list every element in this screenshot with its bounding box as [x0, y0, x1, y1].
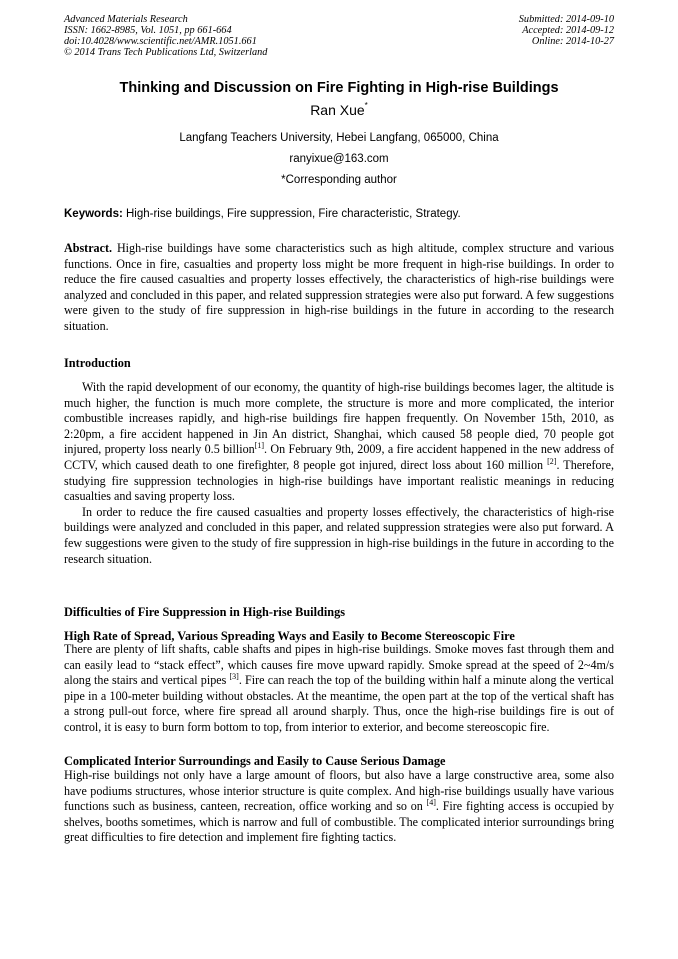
spread-text-a: There are plenty of lift shafts, cable shafts and pipes in high-rise buildings. Smoke moves fast through them and can easily lead to “stack effect”, which causes fire move upward rapidly. Smoke spread at the speed of 2~4m/s along the stairs and vertical pipes: [64, 642, 614, 688]
subsection-heading-spread: High Rate of Spread, Various Spreading Ways and Easily to Become Stereoscopic Fire: [64, 629, 515, 643]
accepted-date: Accepted: 2014-09-12: [522, 25, 614, 36]
paper-title: Thinking and Discussion on Fire Fighting in High-rise Buildings: [119, 80, 559, 96]
intro-text-1b: . On February 9th, 2009, a fire accident happened in the new address of CCTV, which caused death to one firefighter, 8 people got injured, direct loss about 160 million: [64, 442, 614, 472]
keywords-text: High-rise buildings, Fire suppression, Fire characteristic, Strategy.: [126, 208, 461, 220]
author-line: [0, 101, 678, 118]
author-email: ranyixue@163.com: [289, 153, 389, 165]
spread-body: [64, 642, 614, 736]
spread-text-b: . Fire can reach the top of the building within half a minute along the vertical pipe in a 100-meter building without obstacles. At the meantime, the open part at the top of the vertical shaft has a strong pull-out force, where fire spread all around sharply. Thus, once the high-rise buildings fire is out of control, it is easy to burn form bottom to top, from interior to exterior, and become stereoscopic fire.: [64, 673, 614, 734]
keywords: [64, 208, 616, 220]
author-name: Ran Xue: [310, 102, 365, 118]
intro-text-1a: With the rapid development of our economy, the quantity of high-rise buildings becomes lager, the altitude is much higher, the function is much more complete, the structure is more and more complicated, the interior combustible increases rapidly, and high-rise buildings fire happen frequently. On November 15th, 2010, as 2:20pm, a fire accident happened in Jin An district, Shanghai, which caused 58 people died, 70 people got injured, property loss nearly 0.5 billion: [64, 380, 614, 457]
surroundings-text-a: High-rise buildings not only have a large amount of floors, but also have a large constructive area, some also have podiums structures, whose interior structure is quite complex. And high-rise buildings usually have various functions such as business, canteen, recreation, office working and so on: [64, 768, 614, 814]
journal-name: Advanced Materials Research: [64, 14, 188, 25]
journal-issn: ISSN: 1662-8985, Vol. 1051, pp 661-664: [64, 25, 232, 36]
introduction-paragraph-2: In order to reduce the fire caused casualties and property losses effectively, the characteristics of high-rise buildings were analyzed and concluded in this paper, and related suppression strategies were also put forward. A few suggestions were given to the study of fire suppression in high-rise buildings in the future in according to the research situation.: [64, 504, 614, 566]
surroundings-paragraph: [64, 768, 614, 846]
journal-doi: doi:10.4028/www.scientific.net/AMR.1051.661: [64, 36, 257, 47]
online-date: Online: 2014-10-27: [531, 36, 614, 47]
introduction-paragraph-1: [64, 380, 614, 505]
journal-info: [64, 14, 267, 58]
abstract-label: Abstract.: [64, 241, 113, 255]
surroundings-text-b: . Fire fighting access is occupied by shelves, booths sometimes, which is narrow and full of combustible. The complicated interior surroundings bring great difficulties to fire detection and implement fire fighting tactics.: [64, 799, 614, 845]
citation-1: [1]: [254, 441, 264, 451]
publication-dates: [519, 14, 614, 47]
abstract-text: High-rise buildings have some characteristics such as high altitude, complex structure and various functions. Once in fire, casualties and property loss might be more frequent in high-rise buildings. In order to reduce the fire caused casualties and property losses effectively, the characteristics of high-rise buildings were analyzed and concluded in this paper, and related suppression strategies were also put forward. A few suggestions were given to the study of fire suppression in high-rise buildings in the future in according to the research situation.: [64, 241, 614, 333]
corresponding-note: *Corresponding author: [281, 174, 397, 186]
introduction-body: [64, 380, 614, 567]
author-mark: *: [364, 101, 368, 110]
journal-copyright: © 2014 Trans Tech Publications Ltd, Switzerland: [64, 47, 268, 58]
surroundings-body: [64, 768, 614, 846]
difficulties-heading: Difficulties of Fire Suppression in High-rise Buildings: [64, 605, 346, 619]
intro-text-1c: . Therefore, studying fire suppression technologies in high-rise buildings have important realistic meanings in reducing casualties and saving property loss.: [64, 457, 614, 504]
spread-paragraph: [64, 642, 614, 736]
citation-3: [3]: [229, 672, 239, 682]
abstract: [64, 241, 614, 335]
subsection-heading-surroundings: Complicated Interior Surroundings and Easily to Cause Serious Damage: [64, 754, 446, 768]
affiliation: Langfang Teachers University, Hebei Langfang, 065000, China: [179, 132, 499, 144]
citation-4: [4]: [426, 798, 436, 808]
keywords-label: Keywords:: [64, 208, 123, 220]
submitted-date: Submitted: 2014-09-10: [518, 14, 614, 25]
citation-2: [2]: [547, 456, 557, 466]
introduction-heading: Introduction: [64, 356, 131, 370]
